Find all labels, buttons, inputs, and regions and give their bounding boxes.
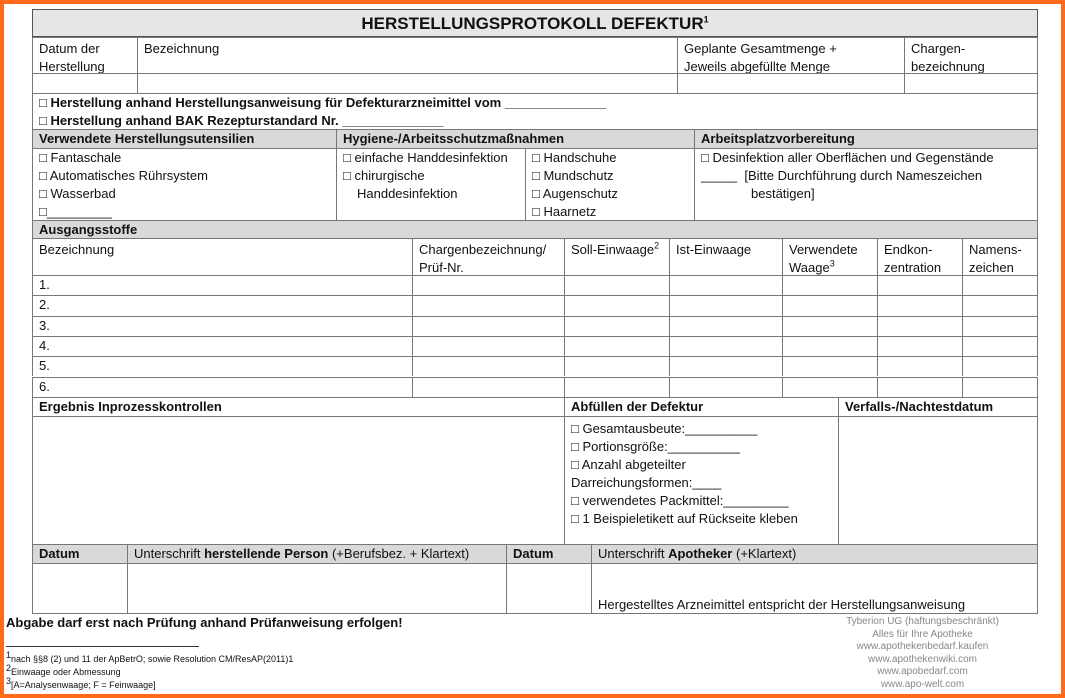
stoffe-row-number[interactable]: 1. xyxy=(32,275,412,295)
charge-field[interactable] xyxy=(904,73,1038,93)
footnotes xyxy=(6,650,294,692)
menge-field[interactable] xyxy=(677,73,904,93)
menge-header: Geplante Gesamtmenge + Jeweils abgefüllte Menge xyxy=(677,37,904,73)
stoffe-cell[interactable] xyxy=(962,377,1038,397)
bottom-content-row xyxy=(32,416,1038,544)
stoffe-row xyxy=(32,295,1038,315)
stoffe-cell[interactable] xyxy=(412,316,564,336)
chirurgische-continuation: Handdesinfektion xyxy=(357,186,458,201)
stoffe-cell[interactable] xyxy=(962,295,1038,315)
stoffe-cell[interactable] xyxy=(877,336,962,356)
stoffe-row-number[interactable]: 6. xyxy=(32,377,412,397)
nameszeichen-line[interactable]: _____ [Bitte Durchführung durch Nameszeichen xyxy=(701,168,983,183)
inprozess-field[interactable] xyxy=(32,416,564,544)
herstellung-anweisung-line[interactable]: □ Herstellung anhand Herstellungsanweisung für Defekturarzneimittel vom ______________ xyxy=(39,95,607,110)
checkbox-wasserbad[interactable]: □ Wasserbad xyxy=(39,186,116,201)
stoffe-cell[interactable] xyxy=(564,316,669,336)
watermark-link-2[interactable]: www.apothekenwiki.com xyxy=(868,653,977,665)
sign-datum2-header: Datum xyxy=(506,544,591,563)
section-header-row xyxy=(32,129,1038,148)
checkbox-beispieletikett[interactable]: □ 1 Beispieletikett auf Rückseite kleben xyxy=(571,511,798,526)
verfall-header: Verfalls-/Nachtestdatum xyxy=(838,397,1038,416)
stoffe-cell[interactable] xyxy=(564,377,669,397)
stoffe-cell[interactable] xyxy=(782,275,877,295)
abfuellen-header: Abfüllen der Defektur xyxy=(564,397,838,416)
checkbox-chirurgische[interactable]: □ chirurgische xyxy=(343,168,425,183)
checkbox-augenschutz[interactable]: □ Augenschutz xyxy=(532,186,618,201)
stoffe-row xyxy=(32,275,1038,295)
head-input-row xyxy=(32,73,1038,93)
stoffe-column-headers xyxy=(32,238,1038,275)
col-ist: Ist-Einwaage xyxy=(669,238,782,275)
title-text: HERSTELLUNGSPROTOKOLL DEFEKTUR xyxy=(361,14,704,33)
watermark-link-4[interactable]: www.apo-welt.com xyxy=(880,678,965,690)
watermark-company: Tyberion UG (haftungsbeschränkt) xyxy=(846,616,999,627)
stoffe-cell[interactable] xyxy=(962,316,1038,336)
col-charge: Chargenbezeichnung/ Prüf-Nr. xyxy=(412,238,564,275)
stoffe-row xyxy=(32,316,1038,336)
arbeitsplatz-list xyxy=(694,148,1038,220)
verfall-field[interactable] xyxy=(838,416,1038,544)
stoffe-cell[interactable] xyxy=(877,295,962,315)
stoffe-cell[interactable] xyxy=(962,275,1038,295)
hergestellt-statement: Hergestelltes Arzneimittel entspricht der Herstellungsanweisung xyxy=(598,597,966,612)
stoffe-cell[interactable] xyxy=(564,336,669,356)
col-namens: Namens- zeichen xyxy=(962,238,1038,275)
bezeichnung-field[interactable] xyxy=(137,73,677,93)
stoffe-cell[interactable] xyxy=(669,336,782,356)
watermark-link-3[interactable]: www.apobedarf.com xyxy=(877,666,968,677)
page-title xyxy=(32,9,1038,37)
sign-datum1-field[interactable] xyxy=(32,563,127,613)
stoffe-cell[interactable] xyxy=(669,275,782,295)
watermark-tagline: Alles für Ihre Apotheke xyxy=(872,628,973,640)
stoffe-cell[interactable] xyxy=(669,295,782,315)
checkbox-anzahl[interactable]: □ Anzahl abgeteilter xyxy=(571,457,686,472)
stoffe-cell[interactable] xyxy=(962,336,1038,356)
sign-hersteller-field[interactable] xyxy=(127,563,506,613)
stoffe-row-number[interactable]: 3. xyxy=(32,316,412,336)
checkbox-ruehrsystem[interactable]: □ Automatisches Rührsystem xyxy=(39,168,208,183)
herstellung-bak-line[interactable]: □ Herstellung anhand BAK Rezepturstandard Nr. ______________ xyxy=(39,113,444,128)
stoffe-cell[interactable] xyxy=(412,336,564,356)
signature-header-row xyxy=(32,544,1038,563)
stoffe-cell[interactable] xyxy=(877,377,962,397)
checkbox-mundschutz[interactable]: □ Mundschutz xyxy=(532,168,614,183)
stoffe-row-number[interactable]: 2. xyxy=(32,295,412,315)
col-waage: Verwendete Waage$^3$ xyxy=(782,238,877,275)
hygiene-list-right xyxy=(525,148,694,220)
stoffe-cell[interactable] xyxy=(877,356,962,376)
stoffe-cell[interactable] xyxy=(782,356,877,376)
datum-field[interactable] xyxy=(32,73,137,93)
stoffe-row xyxy=(32,377,1038,397)
inprozess-header: Ergebnis Inprozesskontrollen xyxy=(32,397,564,416)
stoffe-cell[interactable] xyxy=(782,336,877,356)
col-soll: Soll-Einwaage$^2$ xyxy=(564,238,669,275)
col-bezeichnung: Bezeichnung xyxy=(32,238,412,275)
stoffe-cell[interactable] xyxy=(669,356,782,376)
stoffe-cell[interactable] xyxy=(564,295,669,315)
footnote-1: 1nach §§8 (2) und 11 der ApBetrO; sowie Resolution CM/ResAP(2011)1 xyxy=(6,650,294,664)
stoffe-cell[interactable] xyxy=(412,295,564,315)
utensilien-list xyxy=(32,148,336,220)
head-row xyxy=(32,37,1038,73)
stoffe-cell[interactable] xyxy=(782,295,877,315)
charge-header: Chargen- bezeichnung xyxy=(904,37,1038,73)
stoffe-cell[interactable] xyxy=(877,316,962,336)
herstellung-block xyxy=(32,93,1038,129)
stoffe-cell[interactable] xyxy=(412,356,564,376)
checkbox-portionsgroesse[interactable]: □ Portionsgröße:__________ xyxy=(571,439,741,454)
sign-apotheker-field[interactable] xyxy=(591,563,1038,613)
stoffe-cell[interactable] xyxy=(782,377,877,397)
sign-apotheker-header: Unterschrift Apotheker (+Klartext) xyxy=(591,544,1038,563)
checkbox-other-utensil[interactable]: □_________ xyxy=(39,204,112,219)
sign-datum1-header: Datum xyxy=(32,544,127,563)
stoffe-cell[interactable] xyxy=(564,275,669,295)
col-endkon: Endkon- zentration xyxy=(877,238,962,275)
stoffe-row xyxy=(32,336,1038,356)
datum-header: Datum der Herstellung xyxy=(32,37,137,73)
checkbox-handschuhe[interactable]: □ Handschuhe xyxy=(532,150,617,165)
watermark-link-1[interactable]: www.apothekenbedarf.kaufen xyxy=(856,641,989,652)
checkbox-gesamtausbeute[interactable]: □ Gesamtausbeute:__________ xyxy=(571,421,758,436)
footnote-2: 2Einwaage oder Abmessung xyxy=(6,663,121,677)
darreichungsformen-line[interactable]: Darreichungsformen:____ xyxy=(571,475,722,490)
stoffe-row xyxy=(32,356,1038,376)
bottom-header-row xyxy=(32,397,1038,416)
checkbox-packmittel[interactable]: □ verwendetes Packmittel:_________ xyxy=(571,493,789,508)
footnote-divider xyxy=(6,646,199,647)
stoffe-cell[interactable] xyxy=(782,316,877,336)
abfuellen-list xyxy=(564,416,838,544)
ausgangsstoffe-header: Ausgangsstoffe xyxy=(32,220,1038,238)
bezeichnung-header: Bezeichnung xyxy=(137,37,677,73)
footnote-3: 3[A=Analysenwaage; F = Feinwaage] xyxy=(6,676,156,690)
hygiene-list-left xyxy=(336,148,525,220)
stoffe-cell[interactable] xyxy=(412,377,564,397)
section-content-row xyxy=(32,148,1038,220)
checkbox-desinfektion[interactable]: □ Desinfektion aller Oberflächen und Gegenstände xyxy=(701,150,994,165)
title-footnote-mark: 1 xyxy=(703,14,709,25)
stoffe-cell[interactable] xyxy=(564,356,669,376)
sign-hersteller-header: Unterschrift herstellende Person (+Berufsbez. + Klartext) xyxy=(127,544,506,563)
arbeitsplatz-header: Arbeitsplatzvorbereitung xyxy=(694,129,1038,148)
stoffe-cell[interactable] xyxy=(412,275,564,295)
stoffe-row-number[interactable]: 4. xyxy=(32,336,412,356)
signature-row xyxy=(32,563,1038,614)
sign-datum2-field[interactable] xyxy=(506,563,591,613)
stoffe-row-number[interactable]: 5. xyxy=(32,356,412,376)
stoffe-cell[interactable] xyxy=(962,356,1038,376)
checkbox-handdesinfektion[interactable]: □ einfache Handdesinfektion xyxy=(343,150,508,165)
stoffe-cell[interactable] xyxy=(669,377,782,397)
hygiene-header: Hygiene-/Arbeitsschutzmaßnahmen xyxy=(336,129,694,148)
watermark-block xyxy=(820,616,1025,691)
stoffe-cell[interactable] xyxy=(877,275,962,295)
ausgangsstoffe-header-row xyxy=(32,220,1038,238)
stoffe-cell[interactable] xyxy=(669,316,782,336)
abgabe-notice: Abgabe darf erst nach Prüfung anhand Prüfanweisung erfolgen! xyxy=(6,615,403,630)
bestaetigen-text: bestätigen] xyxy=(751,186,815,201)
utensilien-header: Verwendete Herstellungsutensilien xyxy=(32,129,336,148)
checkbox-fantaschale[interactable]: □ Fantaschale xyxy=(39,150,122,165)
checkbox-haarnetz[interactable]: □ Haarnetz xyxy=(532,204,597,219)
